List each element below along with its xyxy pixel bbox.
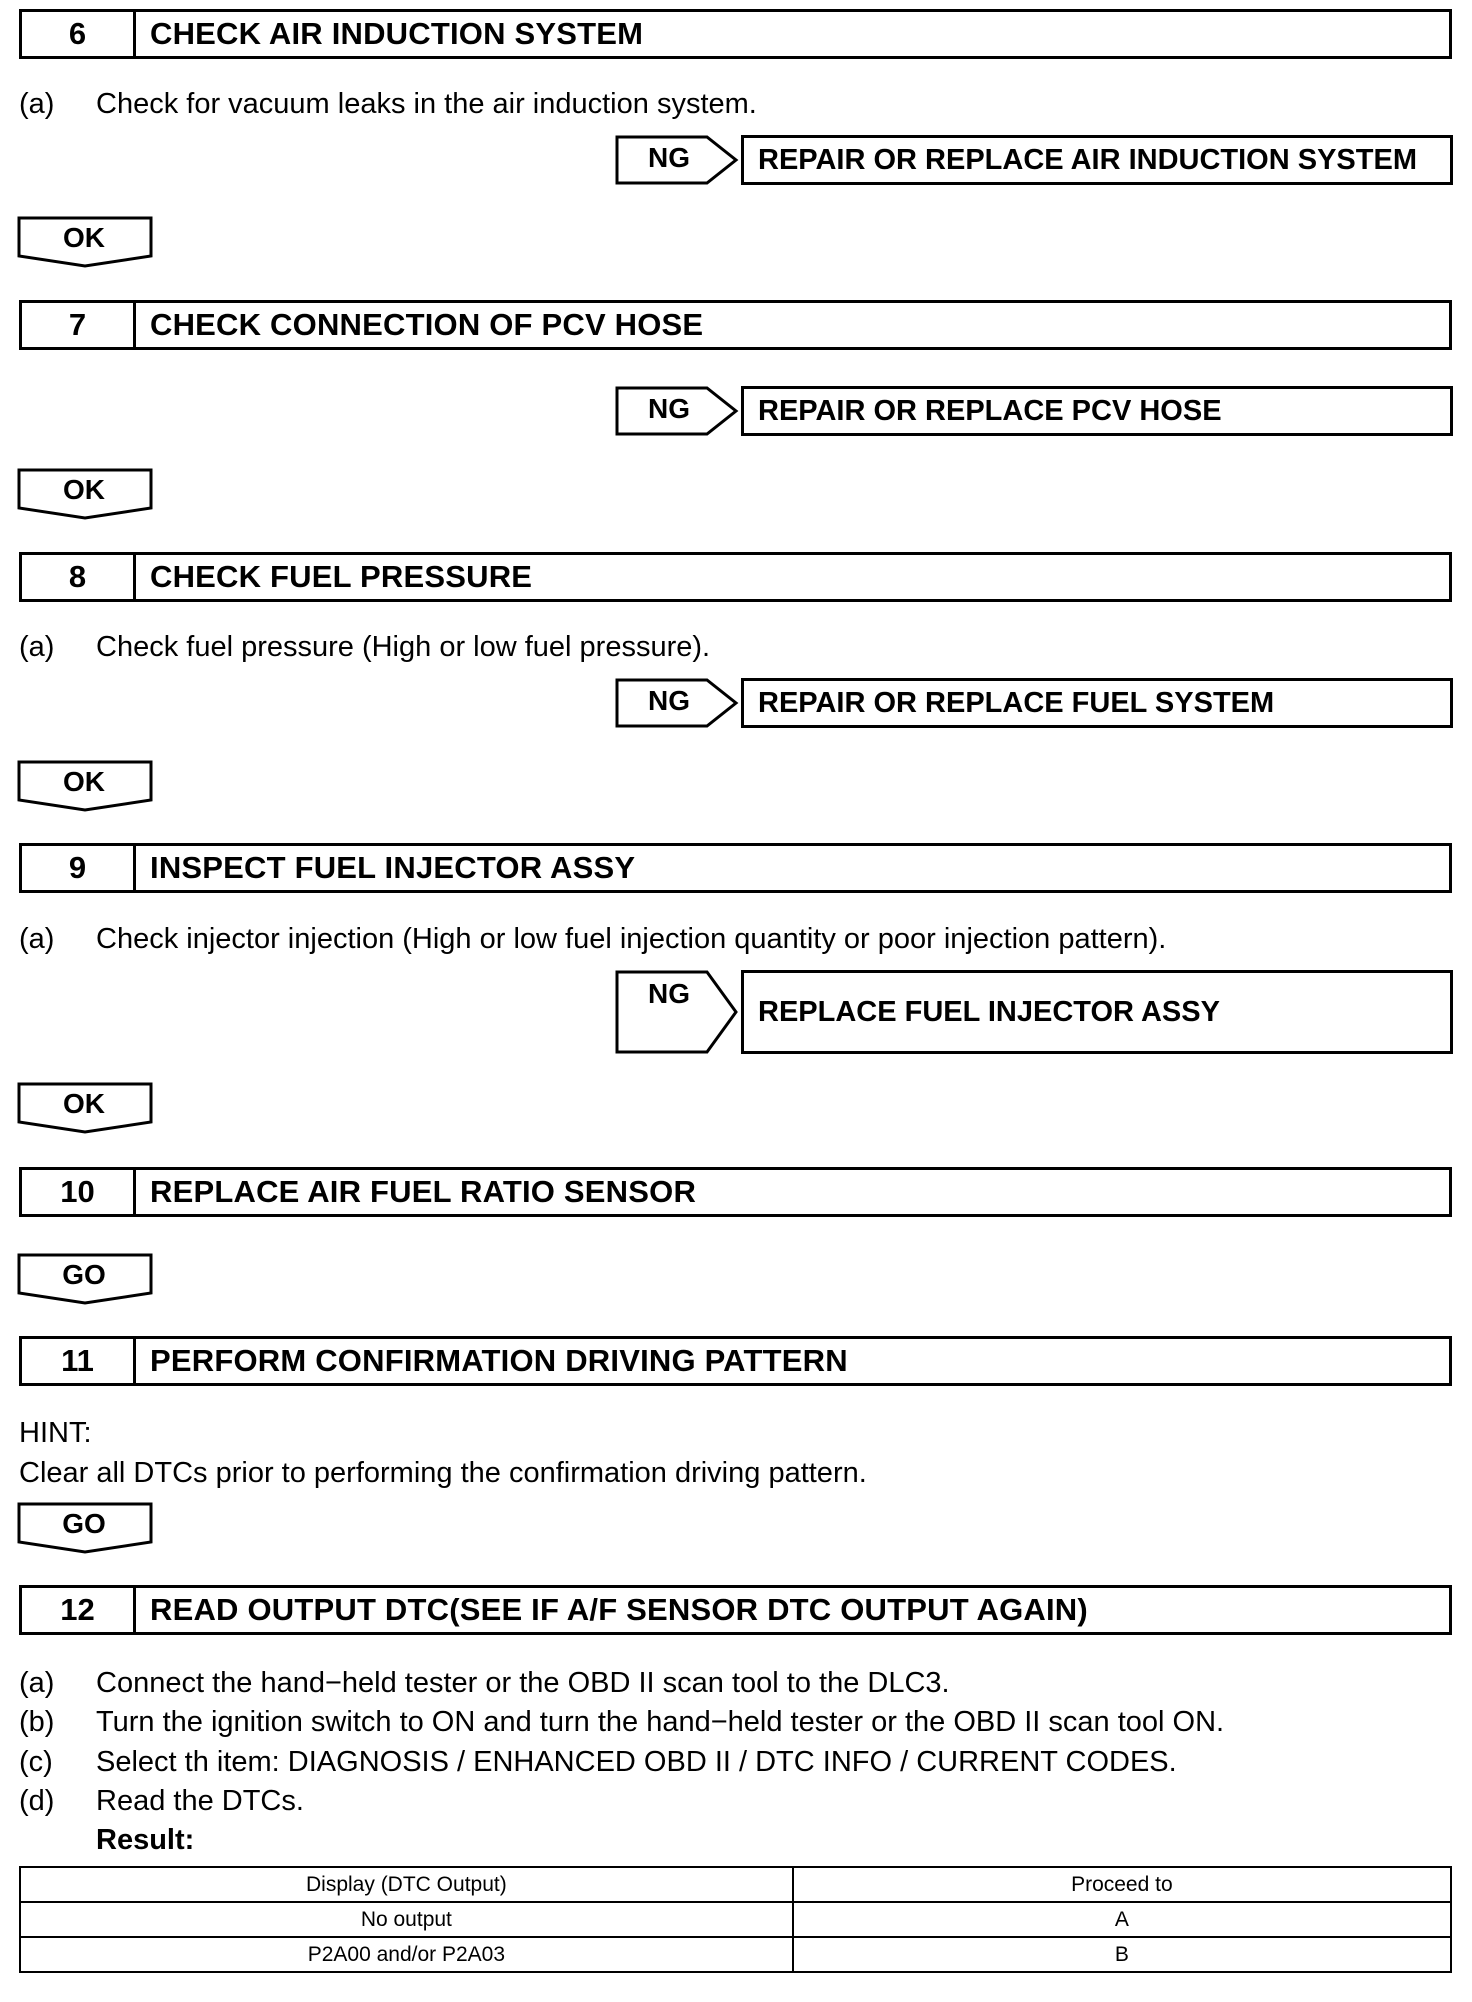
instruction-text: Connect the hand−held tester or the OBD II scan tool to the DLC3. [96,1667,950,1699]
table-row [20,1902,1451,1937]
step-title: READ OUTPUT DTC(SEE IF A/F SENSOR DTC OUTPUT AGAIN) [150,1592,1088,1627]
flow-label: OK [63,766,105,797]
step-number: 12 [22,1588,136,1632]
ng-label: NG [648,685,690,716]
instruction-text: Read the DTCs. [96,1785,304,1817]
step-11-header [19,1336,1452,1386]
table-cell: A [793,1902,1451,1937]
step-title: CHECK CONNECTION OF PCV HOSE [150,307,704,342]
step-number: 8 [22,555,136,599]
instruction-label: (a) [19,88,55,120]
flow-label: GO [62,1259,106,1290]
ok-flow-tag [17,760,157,812]
table-cell: P2A00 and/or P2A03 [20,1937,793,1972]
instruction-label: (a) [19,923,55,955]
instruction-text: Check fuel pressure (High or low fuel pressure). [96,631,711,663]
step-number: 10 [22,1170,136,1214]
step-title: INSPECT FUEL INJECTOR ASSY [150,850,636,885]
instruction-text: Select th item: DIAGNOSIS / ENHANCED OBD II / DTC INFO / CURRENT CODES. [96,1746,1177,1778]
instruction-label: (d) [19,1785,55,1817]
instruction-text: Check for vacuum leaks in the air induction system. [96,88,757,120]
instruction-text: Check injector injection (High or low fuel injection quantity or poor injection pattern). [96,923,1167,955]
step-title: CHECK AIR INDUCTION SYSTEM [150,16,644,51]
ng-label: NG [648,142,690,173]
step-12-header [19,1585,1452,1635]
step-9-header [19,843,1452,893]
flow-label: OK [63,474,105,505]
step-8-header [19,552,1452,602]
step-number: 9 [22,846,136,890]
ng-label: NG [648,393,690,424]
table-cell: No output [20,1902,793,1937]
instruction-label: (a) [19,631,55,663]
ok-flow-tag [17,468,157,520]
step-10-header [19,1167,1452,1217]
result-label: Result: [96,1824,195,1856]
table-header: Display (DTC Output) [20,1867,793,1902]
step-number: 7 [22,303,136,347]
flow-label: GO [62,1508,106,1539]
go-flow-tag [17,1253,157,1305]
hint-text: Clear all DTCs prior to performing the confirmation driving pattern. [19,1457,867,1489]
step-7-header [19,300,1452,350]
step-number: 6 [22,12,136,56]
flow-label: OK [63,1088,105,1119]
instruction-text: Turn the ignition switch to ON and turn the hand−held tester or the OBD II scan tool ON. [96,1706,1225,1738]
step-6-header [19,9,1452,59]
ng-result-box: REPAIR OR REPLACE AIR INDUCTION SYSTEM [741,135,1453,185]
table-row [20,1937,1451,1972]
table-header: Proceed to [793,1867,1451,1902]
hint-label: HINT: [19,1417,92,1449]
instruction-label: (a) [19,1667,55,1699]
result-table [19,1866,1452,1973]
instruction-label: (c) [19,1746,53,1778]
step-title: PERFORM CONFIRMATION DRIVING PATTERN [150,1343,848,1378]
ng-label: NG [648,978,690,1009]
step-number: 11 [22,1339,136,1383]
ok-flow-tag [17,1082,157,1134]
flow-label: OK [63,222,105,253]
ng-result-box: REPAIR OR REPLACE FUEL SYSTEM [741,678,1453,728]
step-title: REPLACE AIR FUEL RATIO SENSOR [150,1174,697,1209]
table-header-row [20,1867,1451,1902]
table-cell: B [793,1937,1451,1972]
go-flow-tag [17,1502,157,1554]
step-title: CHECK FUEL PRESSURE [150,559,533,594]
ng-result-box: REPLACE FUEL INJECTOR ASSY [741,970,1453,1054]
ng-result-box: REPAIR OR REPLACE PCV HOSE [741,386,1453,436]
ok-flow-tag [17,216,157,268]
instruction-label: (b) [19,1706,55,1738]
